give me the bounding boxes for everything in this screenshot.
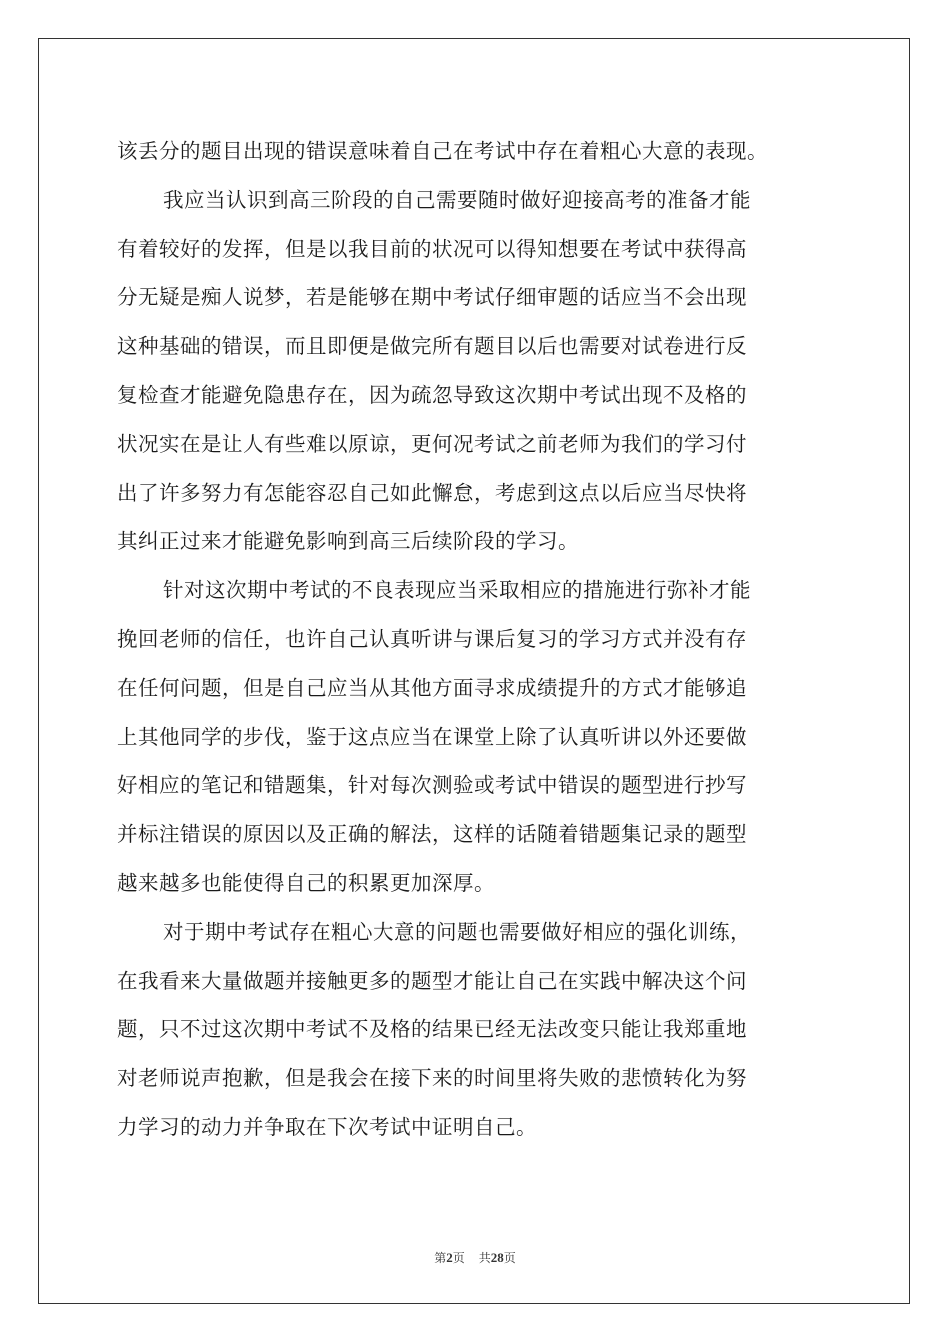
- text-line: 其纠正过来才能避免影响到高三后续阶段的学习。: [117, 529, 579, 554]
- text-line: 有着较好的发挥，但是以我目前的状况可以得知想要在考试中获得高: [117, 236, 747, 261]
- text-line: 并标注错误的原因以及正确的解法，这样的话随着错题集记录的题型: [117, 822, 747, 847]
- footer-total-prefix: 共: [478, 1251, 491, 1265]
- text-line: 这种基础的错误，而且即便是做完所有题目以后也需要对试卷进行反: [117, 334, 747, 359]
- footer-page-number: 2: [446, 1250, 453, 1265]
- text-line: 针对这次期中考试的不良表现应当采取相应的措施进行弥补才能: [163, 578, 751, 603]
- text-line: 题，只不过这次期中考试不及格的结果已经无法改变只能让我郑重地: [117, 1017, 747, 1042]
- footer-page-prefix: 第: [434, 1251, 447, 1265]
- footer-page-suffix: 页: [452, 1251, 465, 1265]
- text-line: 该丢分的题目出现的错误意味着自己在考试中存在着粗心大意的表现。: [117, 139, 768, 163]
- text-line: 状况实在是让人有些难以原谅，更何况考试之前老师为我们的学习付: [117, 431, 747, 456]
- footer-total-pages: 28: [490, 1250, 504, 1265]
- text-line: 好相应的笔记和错题集，针对每次测验或考试中错误的题型进行抄写: [117, 773, 747, 798]
- footer-total-suffix: 页: [503, 1251, 516, 1265]
- text-line: 出了许多努力有怎能容忍自己如此懈怠，考虑到这点以后应当尽快将: [117, 480, 747, 505]
- text-line: 对老师说声抱歉，但是我会在接下来的时间里将失败的悲愤转化为努: [117, 1066, 747, 1091]
- text-line: 在任何问题，但是自己应当从其他方面寻求成绩提升的方式才能够追: [117, 675, 747, 700]
- page-footer: [0, 1249, 950, 1266]
- text-line: 在我看来大量做题并接触更多的题型才能让自己在实践中解决这个问: [117, 968, 747, 993]
- text-line: 力学习的动力并争取在下次考试中证明自己。: [117, 1114, 537, 1139]
- text-line: 我应当认识到高三阶段的自己需要随时做好迎接高考的准备才能: [163, 187, 751, 212]
- text-line: 越来越多也能使得自己的积累更加深厚。: [117, 870, 495, 895]
- text-line: 对于期中考试存在粗心大意的问题也需要做好相应的强化训练，: [163, 919, 751, 944]
- text-line: 分无疑是痴人说梦，若是能够在期中考试仔细审题的话应当不会出现: [117, 285, 747, 310]
- text-line: 挽回老师的信任，也许自己认真听讲与课后复习的学习方式并没有存: [117, 626, 747, 651]
- document-body: [117, 127, 837, 1152]
- text-line: 上其他同学的步伐，鉴于这点应当在课堂上除了认真听讲以外还要做: [117, 724, 747, 749]
- text-line: 复检查才能避免隐患存在，因为疏忽导致这次期中考试出现不及格的: [117, 382, 747, 407]
